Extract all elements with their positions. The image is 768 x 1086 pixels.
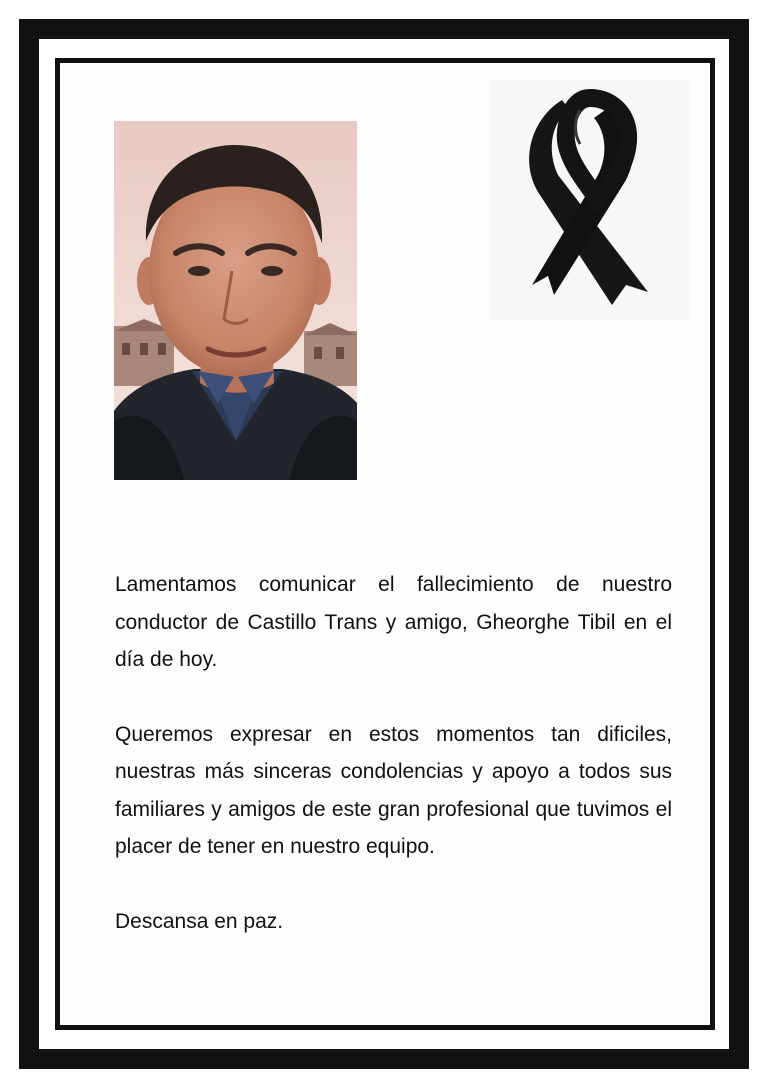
condolence-message	[115, 566, 672, 940]
message-paragraph-3: Descansa en paz.	[115, 909, 284, 933]
portrait-photo	[114, 121, 357, 480]
black-mourning-ribbon-icon	[490, 80, 690, 320]
message-paragraph-1: Lamentamos comunicar el fallecimiento de nuestro conductor de Castillo Trans y amigo, Gheorghe Tibil en el día de hoy.	[115, 573, 672, 671]
mourning-ribbon-image	[490, 80, 690, 320]
message-paragraph-2: Queremos expresar en estos momentos tan dificiles, nuestras más sinceras condolencias y apoyo a todos sus familiares y amigos de este gran profesional que tuvimos el placer de tener en nuestro equipo.	[115, 722, 672, 858]
